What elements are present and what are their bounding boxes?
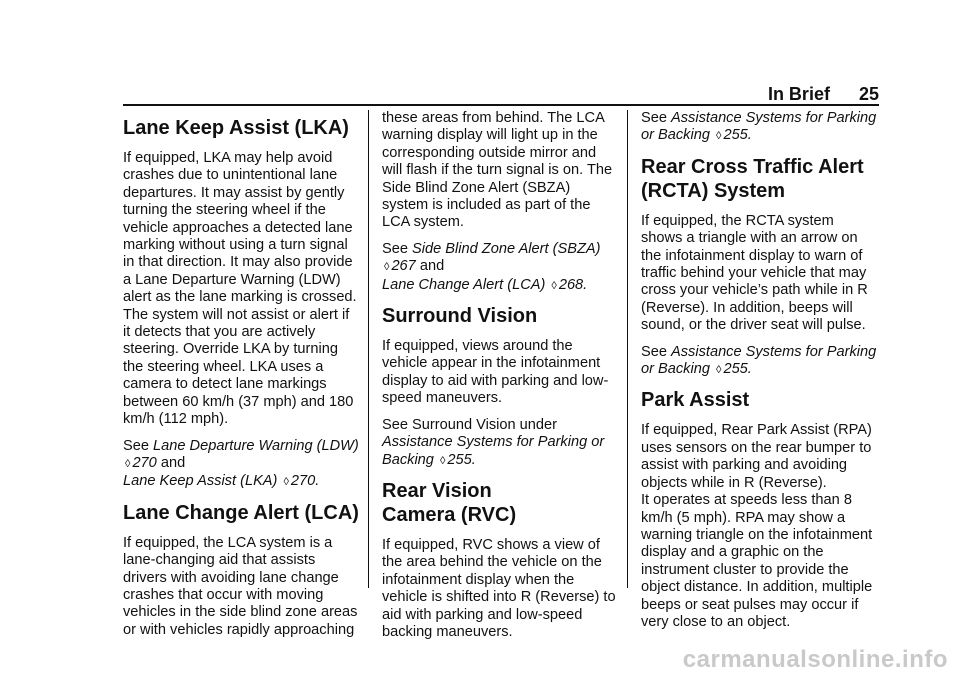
lca-heading: Lane Change Alert (LCA) <box>123 501 359 524</box>
lka-paragraph: If equipped, LKA may help avoid crashes due to unintentional lane departures. It may assist by gently turning the steering wheel if the vehicle approaches a detected lane marking without using a turn signal in that direction. It may also provide a Lane Departure Warning (LDW) alert as the lane marking is crossed. The system will not assist or alert if it detects that you are actively steering. Override LKA by turning the steering wheel. LKA uses a camera to detect lane markings between 60 km/h (37 mph) and 180 km/h (112 mph). <box>123 150 357 428</box>
surround-vision-heading: Surround Vision <box>382 305 538 328</box>
parking-assist-page-link[interactable]: 255. <box>723 127 752 144</box>
page-number: 25 <box>858 84 879 104</box>
sbza-link[interactable]: Side Blind Zone Alert (SBZA) <box>412 240 601 257</box>
lca-page-link[interactable]: 268. <box>558 276 588 293</box>
park-assist-heading: Park Assist <box>641 389 750 412</box>
page-ref-icon: ◊ <box>551 279 557 292</box>
ldw-page-link[interactable]: 270 <box>132 454 157 471</box>
lca-link[interactable]: Lane Change Alert (LCA) <box>382 276 546 293</box>
surround-vision-reference: See Surround Vision under Assistance Systems for Parking or Backing ◊ 255. <box>382 416 605 468</box>
ldw-link[interactable]: Lane Departure Warning (LDW) <box>153 437 359 454</box>
column-3 <box>641 110 879 640</box>
header-rule <box>123 104 879 106</box>
rcta-reference: See Assistance Systems for Parking or Backing ◊ 255. <box>641 343 877 378</box>
lka-reference: See Lane Departure Warning (LDW) ◊ 270 and Lane Keep Assist (LKA) ◊ 270. <box>123 437 359 490</box>
parking-assist-link[interactable]: Assistance Systems for Parking or Backing <box>641 343 877 378</box>
page-ref-icon: ◊ <box>125 457 131 470</box>
lka-page-link[interactable]: 270. <box>290 473 320 490</box>
rvc-paragraph: If equipped, RVC shows a view of the area behind the vehicle on the infotainment display when the vehicle is shifted into R (Reverse) to aid with parking and low-speed backing maneuvers. <box>382 536 616 640</box>
sbza-page-link[interactable]: 267 <box>391 258 416 275</box>
lca-reference: See Side Blind Zone Alert (SBZA) ◊ 267 and Lane Change Alert (LCA) ◊ 268. <box>382 240 601 293</box>
parking-assist-page-link[interactable]: 255. <box>723 361 752 378</box>
park-assist-paragraph: If equipped, Rear Park Assist (RPA) uses sensors on the rear bumper to assist with parking and avoiding objects while in R (Reverse). It operates at speeds less than 8 km/h (5 mph). RPA may show a warning triangle on the infotainment display and a graphic on the instrument cluster to provide the object distance. In addition, multiple beeps or seat pulses may occur if very close to an object. <box>641 422 873 630</box>
parking-assist-link[interactable]: Assistance Systems for Parking or Backing <box>641 110 877 144</box>
lca-paragraph: If equipped, the LCA system is a lane-changing aid that assists drivers with avoiding lane change crashes that occur with moving vehicles in the side blind zone areas or with vehicles rapidly approaching <box>123 534 358 638</box>
parking-assist-page-link[interactable]: 255. <box>447 451 476 468</box>
section-title: In Brief <box>767 84 830 104</box>
parking-assist-link[interactable]: Assistance Systems for Parking or Backing <box>382 434 605 468</box>
surround-vision-paragraph: If equipped, views around the vehicle appear in the infotainment display to aid with parking and low-speed maneuvers. <box>382 338 609 407</box>
lka-heading: Lane Keep Assist (LKA) <box>123 117 349 139</box>
lka-link[interactable]: Lane Keep Assist (LKA) <box>123 473 278 490</box>
rcta-heading: Rear Cross Traffic Alert (RCTA) System <box>641 155 864 202</box>
page-ref-icon: ◊ <box>439 454 446 467</box>
watermark: carmanualsonline.info <box>682 646 948 673</box>
page-ref-icon: ◊ <box>716 364 722 377</box>
rcta-paragraph: If equipped, the RCTA system shows a triangle with an arrow on the infotainment display to warn of traffic behind your vehicle that may cross your vehicle’s path while in R (Reverse). In addition, beeps will sound, or the driver seat will pulse. <box>641 212 868 334</box>
lca-paragraph-cont: these areas from behind. The LCA warning display will light up in the corresponding outside mirror and will flash if the turn signal is on. The Side Blind Zone Alert (SBZA) system is included as part of the LCA system. <box>382 110 613 231</box>
column-1 <box>123 110 359 648</box>
page-ref-icon: ◊ <box>384 261 390 274</box>
rvc-reference: See Assistance Systems for Parking or Backing ◊ 255. <box>641 110 877 144</box>
column-divider <box>368 110 369 588</box>
rvc-heading: Rear Vision Camera (RVC) <box>382 479 517 526</box>
column-2 <box>382 110 618 650</box>
column-divider <box>627 110 628 588</box>
page-ref-icon: ◊ <box>716 130 722 143</box>
page-ref-icon: ◊ <box>283 476 289 489</box>
page-header <box>768 84 879 105</box>
